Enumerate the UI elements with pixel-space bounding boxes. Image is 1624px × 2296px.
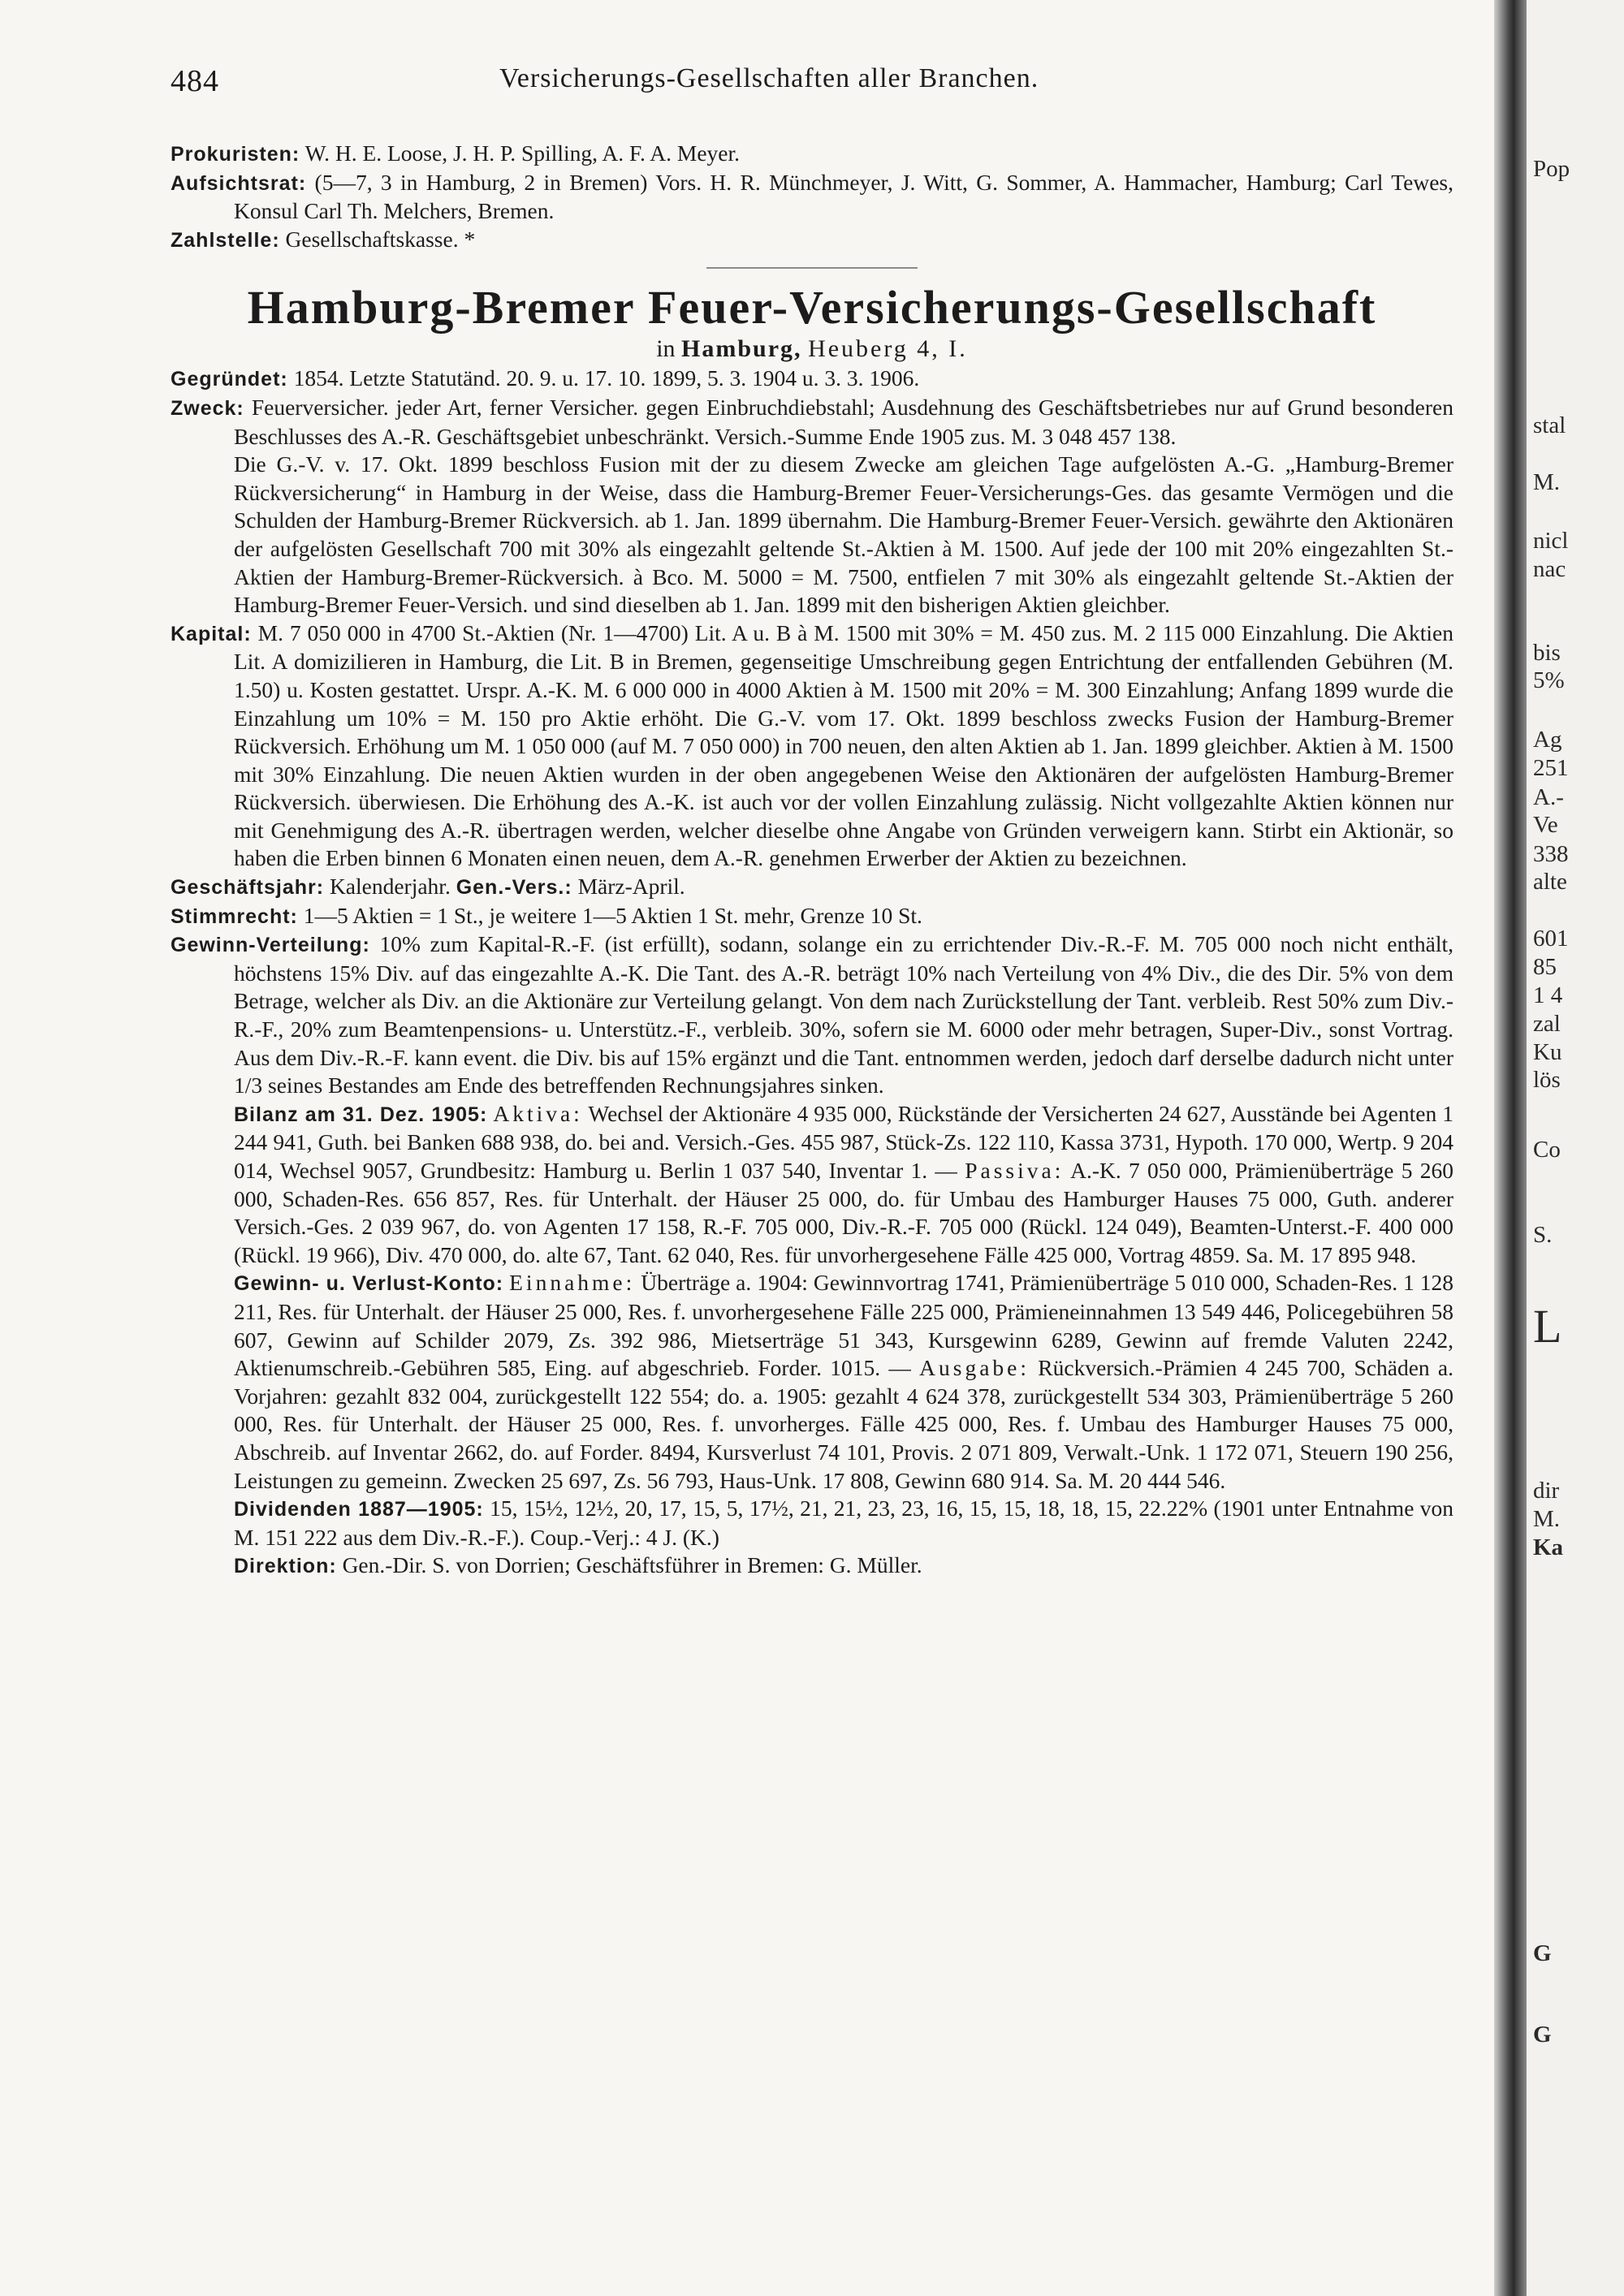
direktion-label: Direktion: — [234, 1555, 337, 1578]
genvers-text: März-April. — [577, 874, 685, 900]
adjacent-page-fragment: 338 — [1533, 841, 1569, 867]
adjacent-page-fragment: Ag — [1533, 727, 1562, 753]
prokuristen-label: Prokuristen: — [171, 143, 300, 166]
adjacent-page-fragment: lös — [1533, 1067, 1561, 1093]
dividenden-label: Dividenden 1887—1905: — [234, 1498, 484, 1521]
zweck-fusion-text: Die G.-V. v. 17. Okt. 1899 beschloss Fusion mit der zu diesem Zwecke am gleichen Tage aufgelösten A.-G. „Hamburg-Bremer Rückversicherung“ in Hamburg in der Weise, dass die Hamburg-Bremer Feuer-Versicherungs-Ges. das gesamte Vermögen und die Schulden der Hamburg-Bremer Rückversich. ab 1. Jan. 1899 übernahm. Die Hamburg-Bremer Feuer-Versich. gewährte den Aktionären der aufgelösten Gesellschaft 700 mit 30% als eingezahlt geltende St.-Aktien à M. 1500. Auf jede der 100 mit 20% eingezahlten St.-Aktien der Hamburg-Bremer-Rückversich. à Bco. M. 5000 = M. 7500, entfielen 7 mit 30% als eingezahlt geltende St.-Aktien der Hamburg-Bremer Feuer-Versich. und sind dieselben ab 1. Jan. 1899 mit den bisherigen Aktien gleichber. — [234, 451, 1453, 618]
adjacent-page-fragment: 251 — [1533, 755, 1569, 781]
adjacent-page-fragment: Pop — [1533, 156, 1570, 182]
gewinn-verteilung-entry — [171, 930, 1453, 1100]
gewinn-verteilung-text: 10% zum Kapital-R.-F. (ist erfüllt), sodann, solange ein zu errichtender Div.-R.-F. M. 705 000 noch nicht enthält, höchstens 15% Div. auf das eingezahlte A.-K. Die Tant. des A.-R. beträgt 10% nach Verteilung von 4% Div., die des Dir. 5% von dem Betrage, welcher als Div. an die Aktionäre zur Verteilung gelangt. Von dem nach Zurückstellung der Tant. verbleib. Rest 50% zum Div.-R.-F., 20% zum Beamtenpensions- u. Unterstütz.-F., verbleib. 30%, sofern sie M. 6000 oder mehr betragen, Super-Div., sonst Vortrag. Aus dem Div.-R.-F. kann event. die Div. bis auf 15% ergänzt und die Tant. entnommen werden, jedoch darf derselbe dadurch nicht unter 1/3 seines Bestandes am Ende des betreffenden Rechnungsjahres sinken. — [234, 931, 1453, 1098]
zahlstelle-label: Zahlstelle: — [171, 228, 280, 252]
zweck-text: Feuerversicher. jeder Art, ferner Versicher. gegen Einbruchdiebstahl; Ausdehnung des Geschäftsbetriebes nur auf Grund besonderen Beschlusses des A.-R. Geschäftsgebiet unbeschränkt. Versich.-Summe Ende 1905 zus. M. 3 048 457 138. — [234, 394, 1454, 449]
gegruendet-entry — [171, 365, 1453, 394]
prokuristen-entry — [171, 140, 1453, 169]
bilanz-label: Bilanz am 31. Dez. 1905: — [234, 1103, 488, 1126]
guv-label: Gewinn- u. Verlust-Konto: — [234, 1272, 504, 1296]
stimmrecht-text: 1—5 Aktien = 1 St., je weitere 1—5 Aktien 1 St. mehr, Grenze 10 St. — [303, 902, 922, 928]
bilanz-entry — [171, 1100, 1453, 1270]
guv-einnahme-label: Einnahme: — [509, 1270, 636, 1296]
stimmrecht-entry — [171, 902, 1453, 931]
guv-ausgabe-label: Ausgabe: — [919, 1355, 1030, 1381]
adjacent-page-fragment: Ka — [1533, 1534, 1564, 1560]
bilanz-passiva-text: A.-K. 7 050 000, Prämienüberträge 5 260 000, Schaden-Res. 656 857, Res. für Unterhalt. der Häuser 25 000, do. für Umbau des Hamburger Hauses 75 000, Guth. anderer Versich.-Ges. 2 039 967, do. von Agenten 17 158, R.-F. 705 000, Div.-R.-F. 705 000 (Rückl. 124 049), Beamten-Unterst.-F. 400 000 (Rückl. 19 966), Div. 470 000, do. alte 67, Tant. 62 040, Res. für unvorhergesehene Fälle 425 000, Vortrag 4859. Sa. M. 17 895 948. — [234, 1158, 1453, 1267]
running-header — [171, 63, 1453, 104]
zweck-paragraph-2 — [171, 451, 1453, 619]
running-title: Versicherungs-Gesellschaften aller Branchen. — [499, 63, 1039, 93]
adjacent-page-fragment: Ve — [1533, 812, 1558, 838]
adjacent-page-fragment: L — [1533, 1300, 1562, 1353]
bilanz-passiva-label: Passiva: — [965, 1158, 1065, 1183]
adjacent-page-fragment: 1 4 — [1533, 982, 1563, 1008]
adjacent-page-fragment: 5% — [1533, 667, 1565, 693]
adjacent-page-fragment: M. — [1533, 469, 1561, 495]
adjacent-page-fragment: M. — [1533, 1506, 1561, 1532]
adjacent-page-fragment: 601 — [1533, 926, 1569, 952]
book-gutter — [1494, 0, 1527, 2296]
adjacent-page-fragment: G — [1533, 2022, 1552, 2048]
dividenden-text: 15, 15½, 12½, 20, 17, 15, 5, 17½, 21, 21, 23, 23, 16, 15, 15, 18, 18, 15, 22.22% (1901 unter Entnahme von M. 151 222 aus dem Div.-R.-F.). Coup.-Verj.: 4 J. (K.) — [234, 1495, 1454, 1550]
adjacent-page-fragment: S. — [1533, 1222, 1553, 1248]
gegruendet-text: 1854. Letzte Statutänd. 20. 9. u. 17. 10. 1899, 5. 3. 1904 u. 3. 3. 1906. — [293, 365, 920, 391]
kapital-text: M. 7 050 000 in 4700 St.-Aktien (Nr. 1—4700) Lit. A u. B à M. 1500 mit 30% = M. 450 zus. M. 2 115 000 Einzahlung. Die Aktien Lit. A domizilieren in Hamburg, die Lit. B in Bremen, gegenseitige Umschreibung gegen Entrichtung der entfallenden Gebühren (M. 1.50) u. Kosten gestattet. Urspr. A.-K. M. 6 000 000 in 4000 Aktien à M. 1500 mit 20% = M. 300 Einzahlung; Anfang 1899 wurde die Einzahlung um 10% = M. 150 pro Aktie erhöht. Die G.-V. vom 17. Okt. 1899 beschloss zwecks Fusion der Hamburg-Bremer Rückversich. Erhöhung um M. 1 050 000 (auf M. 7 050 000) in 700 neuen, den alten Aktien ab 1. Jan. 1899 gleichber. Aktien à M. 1500 mit 30% Einzahlung. Die neuen Aktien wurden in der oben angegebenen Weise den Aktionären der aufgelösten Hamburg-Bremer Rückversich. überwiesen. Die Erhöhung des A.-K. ist auch vor der vollen Einzahlung zulässig. Nicht vollgezahlte Aktien können nur mit Genehmigung des A.-R. übertragen werden, welcher dieselbe ohne Angabe von Gründen verweigern kann. Stirbt ein Aktionär, so haben die Erben binnen 6 Monaten einen neuen, dem A.-R. genehmen Erwerber der Aktien zu bezeichnen. — [234, 619, 1454, 871]
geschaeftsjahr-label: Geschäftsjahr: — [171, 876, 325, 900]
dividenden-entry — [171, 1495, 1453, 1552]
guv-einnahme-text: Überträge a. 1904: Gewinnvortrag 1741, Prämienüberträge 5 010 000, Schaden-Res. 1 128 211, Res. für Unterhalt. der Häuser 25 000, Res. f. unvorhergesehene Fälle 225 000, Prämieneinnahmen 13 549 446, Policegebühren 58 607, Gewinn auf Schilder 2079, Zs. 392 986, Mietserträge 51 343, Kursgewinn 6289, Gewinn auf fremde Valuten 2242, Aktienumschreib.-Gebühren 585, Eing. auf abgeschrieb. Forder. 1015. — — [234, 1270, 1454, 1381]
prokuristen-text: W. H. E. Loose, J. H. P. Spilling, A. F. A. Meyer. — [304, 140, 741, 166]
geschaeftsjahr-entry — [171, 873, 1453, 902]
bilanz-aktiva-label: Aktiva: — [493, 1100, 583, 1126]
adjacent-page-fragment: nac — [1533, 556, 1566, 582]
adjacent-page-fragment: nicl — [1533, 528, 1569, 554]
aufsichtsrat-text: (5—7, 3 in Hamburg, 2 in Bremen) Vors. H. R. Münchmeyer, J. Witt, G. Sommer, A. Hammacher, Hamburg; Carl Tewes, Konsul Carl Th. Melchers, Bremen. — [234, 169, 1453, 224]
adjacent-page-edge — [1527, 0, 1624, 2296]
adjacent-page-fragment: A.- — [1533, 784, 1564, 810]
bilanz-aktiva-text: Wechsel der Aktionäre 4 935 000, Rückstände der Versicherten 24 627, Ausstände bei Agenten 1 244 941, Guth. bei Banken 688 938, do. bei and. Versich.-Ges. 455 987, Stück-Zs. 122 110, Kassa 3731, Hypoth. 170 000, Wertp. 9 204 014, Wechsel 9057, Grundbesitz: Hamburg u. Berlin 1 037 540, Inventar 1. — — [234, 1100, 1454, 1183]
zahlstelle-entry — [171, 226, 1453, 255]
geschaeftsjahr-text: Kalenderjahr. — [329, 874, 451, 900]
adjacent-page-fragment: alte — [1533, 869, 1567, 895]
genvers-label: Gen.-Vers.: — [456, 876, 572, 900]
adjacent-page-fragment: bis — [1533, 640, 1561, 666]
gegruendet-label: Gegründet: — [171, 368, 288, 391]
guv-entry — [171, 1269, 1453, 1495]
adjacent-page-fragment: Ku — [1533, 1039, 1562, 1065]
company-city: Hamburg, — [681, 335, 802, 363]
adjacent-page-fragment: G — [1533, 1940, 1552, 1966]
page-body — [171, 140, 1453, 1581]
kapital-entry — [171, 619, 1453, 873]
zweck-entry — [171, 394, 1453, 451]
adjacent-page-fragment: 85 — [1533, 954, 1557, 980]
direktion-entry — [171, 1552, 1453, 1581]
aufsichtsrat-label: Aufsichtsrat: — [171, 171, 307, 195]
guv-ausgabe-text: Rückversich.-Prämien 4 245 700, Schäden a. Vorjahren: gezahlt 832 004, zurückgestellt 122 554; do. a. 1905: gezahlt 4 624 378, zurückgestellt 534 303, Prämienüberträge 5 260 000, Res. für Unterhalt. der Häuser 25 000, Res. f. unvorherges. Fälle 425 000, Res. f. Umbau des Hamburger Hauses 75 000, Abschreib. auf Inventar 2662, do. auf Forder. 8494, Kursverlust 74 101, Provis. 2 071 809, Verwalt.-Unk. 1 172 071, Steuern 190 256, Leistungen zu gemeinn. Zwecken 25 697, Zs. 56 793, Haus-Unk. 17 808, Gewinn 680 914. Sa. M. 20 444 546. — [234, 1355, 1453, 1493]
company-location — [171, 334, 1453, 365]
entry-separator — [706, 267, 918, 269]
location-in: in — [656, 335, 676, 363]
aufsichtsrat-entry — [171, 169, 1453, 226]
zahlstelle-text: Gesellschaftskasse. * — [285, 226, 476, 252]
page-number: 484 — [171, 64, 219, 98]
adjacent-page-fragment: Co — [1533, 1137, 1561, 1163]
adjacent-page-fragment: stal — [1533, 412, 1566, 438]
stimmrecht-label: Stimmrecht: — [171, 904, 298, 928]
company-title: Hamburg-Bremer Feuer-Versicherungs-Gesellschaft — [247, 281, 1377, 334]
adjacent-page-fragment: dir — [1533, 1478, 1560, 1504]
company-address: Heuberg 4, I. — [808, 335, 968, 363]
zweck-label: Zweck: — [171, 396, 244, 420]
adjacent-page-fragment: zal — [1533, 1011, 1561, 1037]
direktion-text: Gen.-Dir. S. von Dorrien; Geschäftsführer in Bremen: G. Müller. — [342, 1552, 922, 1578]
kapital-label: Kapital: — [171, 622, 252, 645]
gewinn-verteilung-label: Gewinn-Verteilung: — [171, 934, 370, 957]
